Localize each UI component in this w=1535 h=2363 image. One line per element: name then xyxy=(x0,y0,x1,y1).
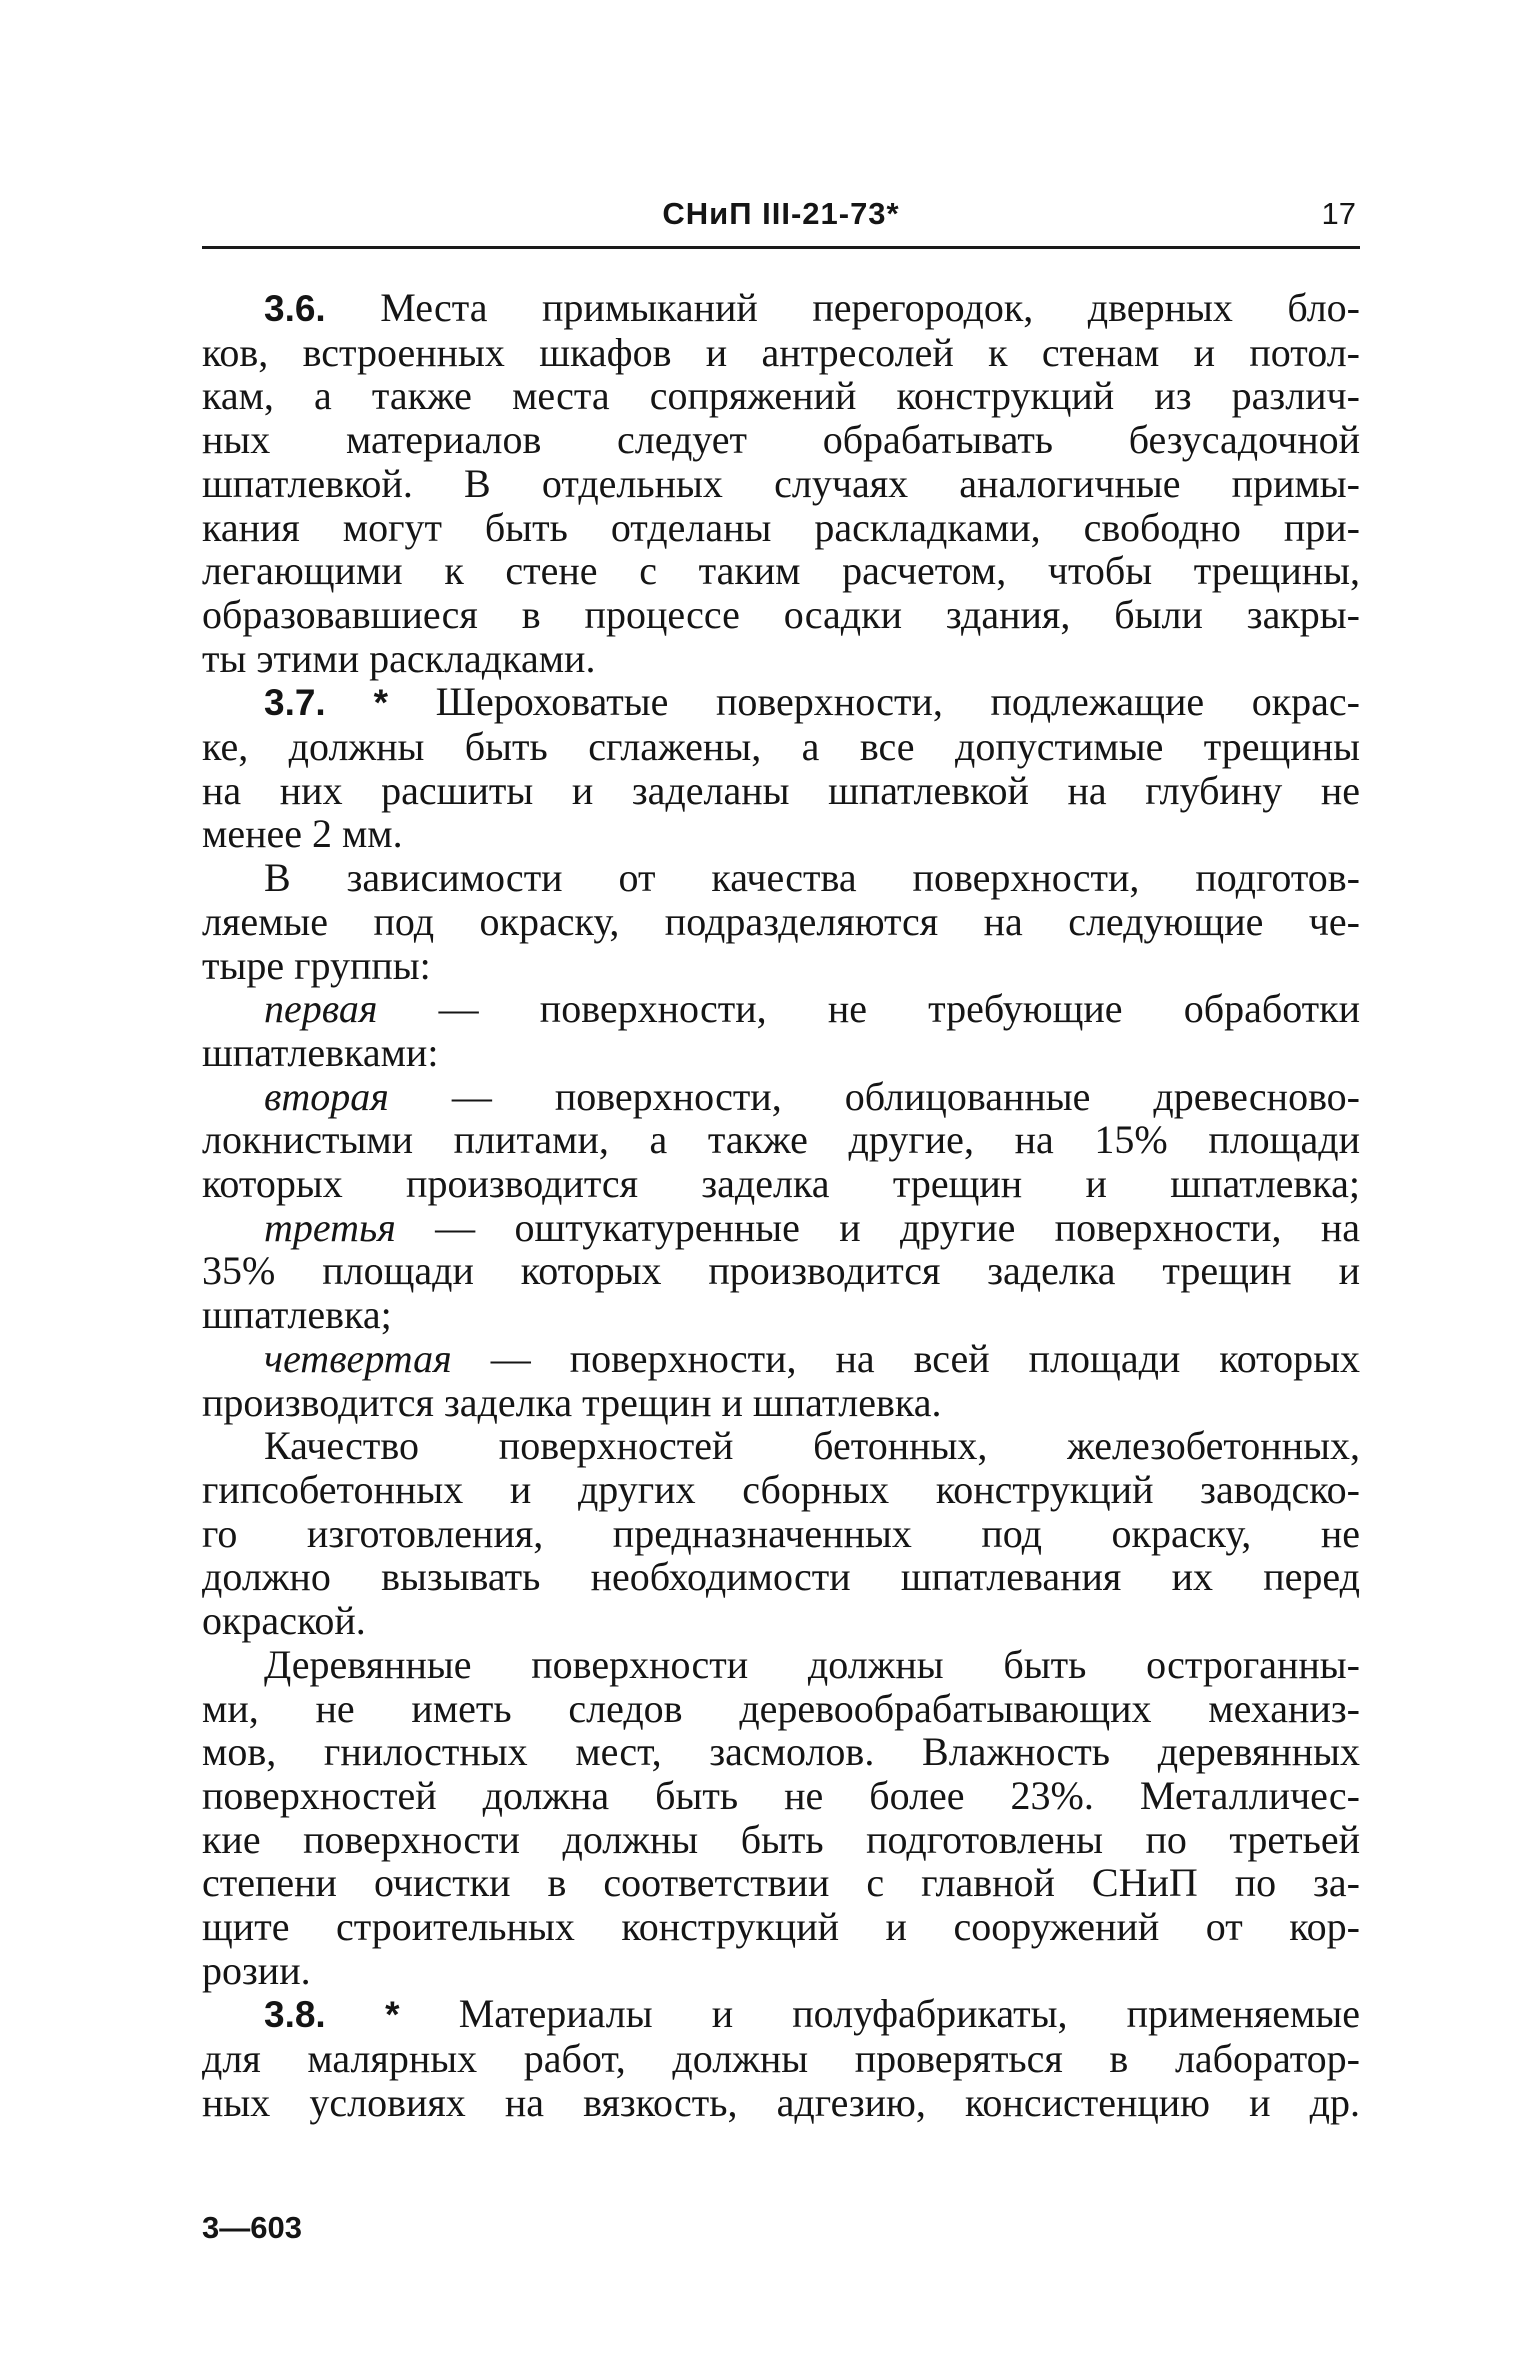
group-fourth xyxy=(202,1337,1360,1424)
group-term: первая xyxy=(264,986,378,1032)
text-line: ми, не иметь следов деревообрабатывающих механиз- xyxy=(202,1685,1360,1731)
paragraph-3-8 xyxy=(202,1992,1360,2124)
paragraph-3-6 xyxy=(202,286,1360,680)
text-line: должно вызывать необходимости шпатлевания их перед xyxy=(202,1554,1360,1600)
text-line: мов, гнилостных мест, засмолов. Влажность деревянных xyxy=(202,1729,1360,1775)
text-line: кие поверхности должны быть подготовлены по третьей xyxy=(202,1816,1360,1862)
group-third xyxy=(202,1206,1360,1337)
text-line: образовавшиеся в процессе осадки здания, были закры- xyxy=(202,591,1360,637)
paragraph-3-7 xyxy=(202,680,1360,856)
text-line: розии. xyxy=(202,1947,311,1993)
text-line: менее 2 мм. xyxy=(202,811,403,857)
text-line: гипсобетонных и других сборных конструкций заводско- xyxy=(202,1466,1360,1512)
clause-number: 3.6. xyxy=(264,288,326,329)
text-line: которых производится заделка трещин и шпатлевка; xyxy=(202,1161,1360,1207)
text-line: окраской. xyxy=(202,1598,366,1644)
text-line: ков, встроенных шкафов и антресолей к стенам и потол- xyxy=(202,329,1360,375)
running-title: СНиП III-21-73* xyxy=(662,196,900,231)
paragraph-wood xyxy=(202,1643,1360,1993)
text-line: на них расшиты и заделаны шпатлевкой на глубину не xyxy=(202,767,1360,813)
page-number: 17 xyxy=(1321,196,1356,231)
text-line: щите строительных конструкций и сооружений от кор- xyxy=(202,1904,1360,1950)
text-line: ке, должны быть сглажены, а все допустимые трещины xyxy=(202,724,1360,770)
text-line: тыре группы: xyxy=(202,942,431,988)
text-line: легающими к стене с таким расчетом, чтобы трещины, xyxy=(202,548,1360,594)
text-line: 3.6. Места примыканий перегородок, дверных бло- xyxy=(264,285,1360,330)
clause-number: 3.7. * xyxy=(264,682,388,724)
text-line: 35% площади которых производится заделка трещин и xyxy=(202,1248,1360,1294)
text-line: ных материалов следует обрабатывать безусадочной xyxy=(202,417,1360,463)
text-line: поверхностей должна быть не более 23%. Металличес- xyxy=(202,1772,1360,1818)
paragraph-quality xyxy=(202,1424,1360,1643)
text-line: 3.8. * Материалы и полуфабрикаты, применяемые xyxy=(264,1991,1360,2037)
text-line: кания могут быть отделаны раскладками, свободно при- xyxy=(202,504,1360,550)
text-line: Качество поверхностей бетонных, железобетонных, xyxy=(264,1423,1360,1469)
text-line: кам, а также места сопряжений конструкций из различ- xyxy=(202,373,1360,419)
text-line: шпатлевками: xyxy=(202,1029,439,1075)
text-line: степени очистки в соответствии с главной СНиП по за- xyxy=(202,1860,1360,1906)
text-line: для малярных работ, должны проверяться в лаборатор- xyxy=(202,2036,1360,2082)
text-line: го изготовления, предназначенных под окраску, не xyxy=(202,1510,1360,1556)
text-line: производится заделка трещин и шпатлевка. xyxy=(202,1379,942,1425)
body-text xyxy=(202,286,1360,2125)
text-line: Деревянные поверхности должны быть остроганны- xyxy=(264,1641,1360,1687)
text-line: шпатлевкой. В отдельных случаях аналогичные примы- xyxy=(202,460,1360,506)
text-line: вторая — поверхности, облицованные древесново- xyxy=(264,1073,1360,1119)
group-term: четвертая xyxy=(264,1335,452,1381)
text-line: ных условиях на вязкость, адгезию, консистенцию и др. xyxy=(202,2079,1360,2125)
group-second xyxy=(202,1075,1360,1206)
text-line: четвертая — поверхности, на всей площади которых xyxy=(264,1335,1360,1381)
group-term: третья xyxy=(264,1204,396,1250)
text-line: 3.7. * Шероховатые поверхности, подлежащие окрас- xyxy=(264,679,1360,725)
text-line: шпатлевка; xyxy=(202,1292,392,1338)
signature-mark: 3—603 xyxy=(202,2210,302,2245)
text-line: первая — поверхности, не требующие обработки xyxy=(264,986,1360,1032)
text-line: третья — оштукатуренные и другие поверхности, на xyxy=(264,1204,1360,1250)
paragraph-groups-intro xyxy=(202,856,1360,987)
text-line: ляемые под окраску, подразделяются на следующие че- xyxy=(202,898,1360,944)
group-first xyxy=(202,987,1360,1074)
page-header xyxy=(202,196,1360,249)
clause-number: 3.8. * xyxy=(264,1994,400,2036)
text-line: ты этими раскладками. xyxy=(202,635,596,681)
text-line: В зависимости от качества поверхности, подготов- xyxy=(264,855,1360,901)
text-line: локнистыми плитами, а также другие, на 15% площади xyxy=(202,1117,1360,1163)
group-term: вторая xyxy=(264,1073,389,1119)
